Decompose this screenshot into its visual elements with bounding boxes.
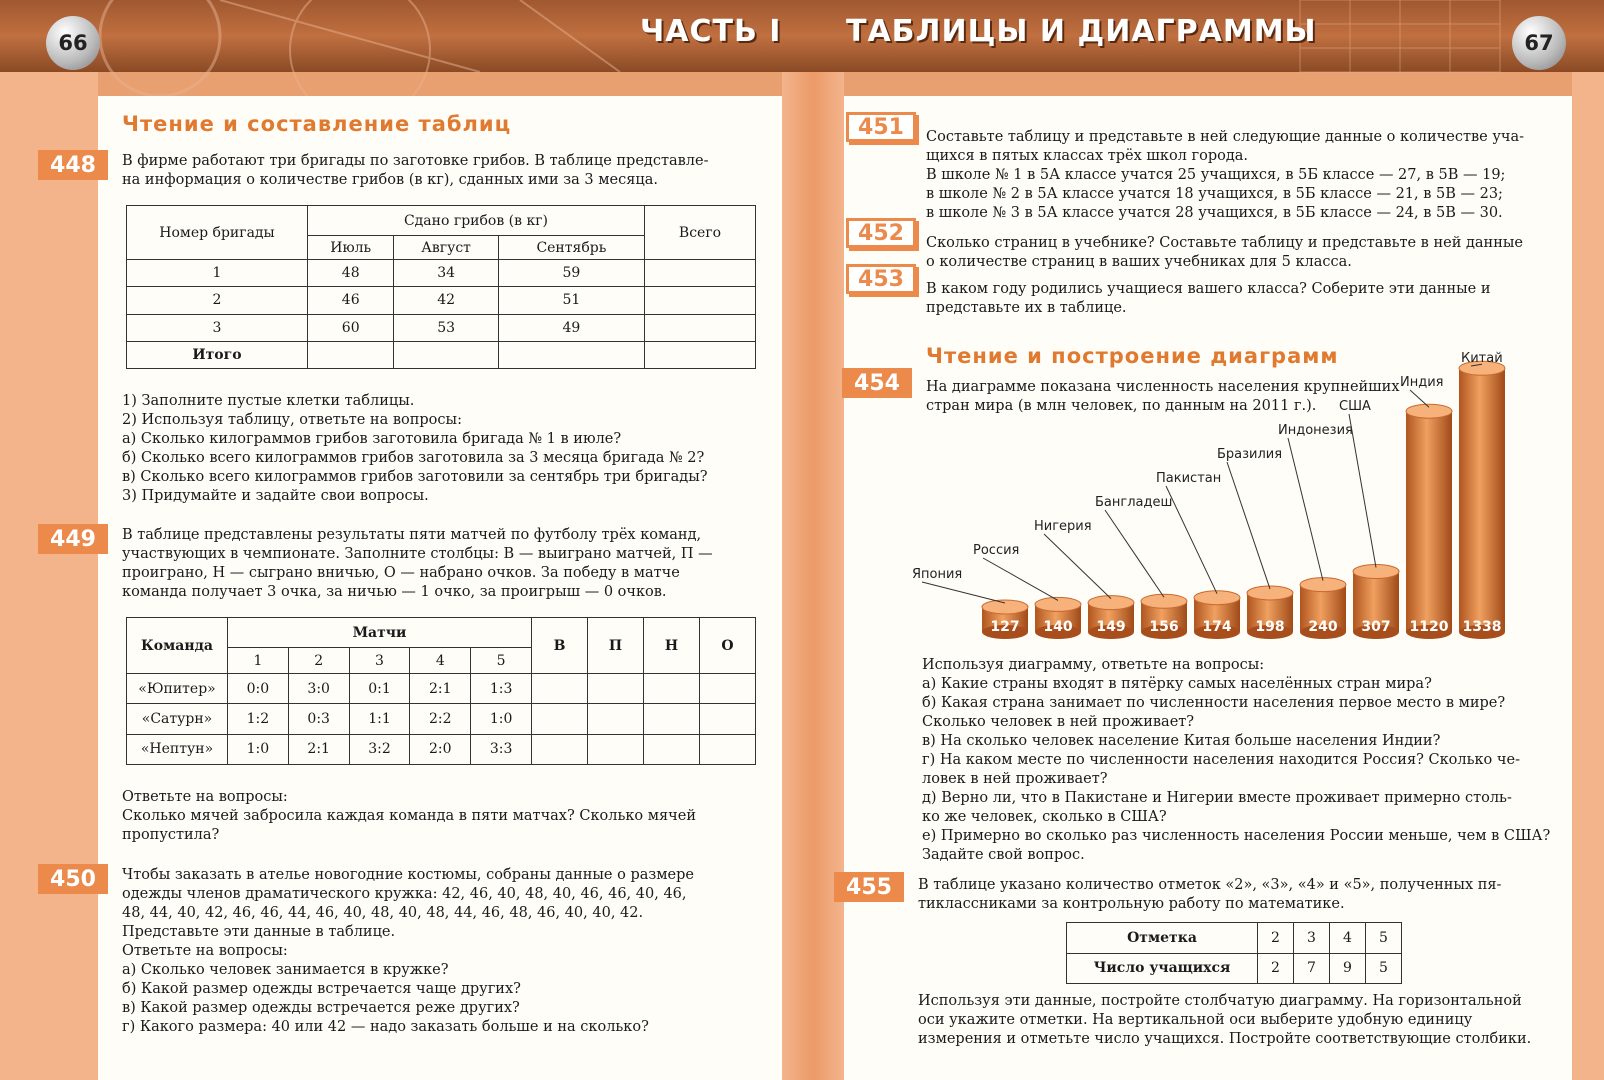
category-label: Нигерия [1034, 519, 1092, 534]
col-team-header: Команда [127, 618, 228, 674]
col-brigade-header: Номер бригады [127, 206, 308, 260]
exercise-448-questions: 1) Заполните пустые клетки таблицы. 2) Используя таблицу, ответьте на вопросы: а) Сколько килограммов грибов заготовила бригада № 1 в июле? б) Сколько всего килограммов грибов заготовила за 3 месяца бригада № 2? в) Сколько всего килограммов грибов заготовили за сентябрь три бригады? 3) Придумайте и задайте свои вопросы. [122, 393, 708, 504]
diagrams-heading: Чтение и построение диаграмм [926, 344, 1339, 368]
bar-value-label: 174 [1202, 619, 1232, 635]
category-label: Китай [1461, 351, 1503, 366]
exercise-454-number: 454 [842, 368, 912, 398]
math-tools-decoration [100, 0, 660, 72]
exercise-448-text: В фирме работают три бригады по заготовке грибов. В таблице представле- на информация о количестве грибов (в кг), сданных ими за 3 месяца. [122, 153, 709, 188]
table-row: «Юпитер» 0:0 3:0 0:1 2:1 1:3 [127, 674, 756, 704]
header-banner [0, 0, 1604, 72]
category-label: Япония [912, 567, 963, 582]
category-label: Пакистан [1156, 471, 1222, 486]
category-label: Индонезия [1278, 423, 1353, 438]
exercise-451-number: 451 [846, 112, 916, 142]
empty-cell[interactable] [645, 260, 756, 287]
total-row: Итого [127, 341, 756, 368]
tables-heading: Чтение и составление таблиц [122, 112, 512, 136]
section-title: ТАБЛИЦЫ И ДИАГРАММЫ [846, 14, 1317, 49]
category-label: Бразилия [1217, 447, 1283, 462]
col-group-header: Сдано грибов (в кг) [308, 206, 645, 236]
exercise-452-number: 452 [846, 218, 916, 248]
grid-decoration [1300, 0, 1500, 72]
leader-line [1227, 462, 1270, 589]
table-row: «Нептун» 1:0 2:1 3:2 2:0 3:3 [127, 734, 756, 764]
exercise-449-questions: Ответьте на вопросы: Сколько мячей забросила каждая команда в пяти матчах? Сколько мячей пропустила? [122, 789, 697, 843]
exercise-448-number: 448 [38, 150, 108, 180]
left-margin [0, 72, 98, 1080]
leader-line [1105, 510, 1164, 597]
exercise-452-text: Сколько страниц в учебнике? Составьте таблицу и представьте в ней данные о количестве страниц в ваших учебниках для 5 класса. [926, 235, 1523, 270]
table-row: 3 60 53 49 [127, 314, 756, 341]
bar-value-label: 156 [1149, 619, 1179, 635]
leader-line [1349, 414, 1376, 567]
exercise-454-questions: Используя диаграмму, ответьте на вопросы: а) Какие страны входят в пятёрку самых населённых стран мира? б) Какая страна занимает по численности населения первое место в мире? Сколько человек в ней проживает? в) На сколько человек население Китая больше населения Индии? г) На каком месте по численности населения находится Россия? Сколько че- ловек в ней проживает? д) Верно ли, что в Пакистане и Нигерии вместе проживает примерно столь- ко же человек, сколько в США? е) Примерно во сколько раз численность населения России меньше, чем в США? Задайте свой вопрос. [922, 657, 1551, 863]
exercise-455-text: В таблице указано количество отметок «2», «3», «4» и «5», полученных пя- тиклассниками за контрольную работу по математике. [918, 877, 1502, 912]
leader-line [983, 558, 1058, 600]
table-row: 2 46 42 51 [127, 287, 756, 314]
bar-value-label: 149 [1096, 619, 1126, 635]
month-header: Июль [308, 236, 394, 260]
exercise-449-number: 449 [38, 524, 108, 554]
bar-value-label: 140 [1043, 619, 1073, 635]
empty-cell[interactable] [645, 314, 756, 341]
bar-Китай [1459, 368, 1505, 632]
category-label: Россия [973, 543, 1020, 558]
bar-top [1035, 597, 1081, 611]
category-label: США [1339, 399, 1371, 414]
matches-group-header: Матчи [228, 618, 532, 648]
col-total-header: Всего [645, 206, 756, 260]
bar-top [1088, 596, 1134, 610]
exercise-455-after: Используя эти данные, постройте столбчатую диаграмму. На горизонтальной оси укажите отметки. На вертикальной оси выберите удобную единицу измерения и отметьте число учащихся. Постройте соответствующие столбики. [918, 993, 1532, 1047]
leader-line [1288, 438, 1323, 581]
right-page-number: 67 [1512, 16, 1566, 70]
mushroom-table [126, 205, 756, 369]
left-page-number: 66 [46, 16, 100, 70]
bar-value-label: 307 [1361, 619, 1391, 635]
category-label: Бангладеш [1095, 495, 1173, 510]
bar-value-label: 240 [1308, 619, 1338, 635]
exercise-455-number: 455 [834, 872, 904, 902]
exercise-451-text: Составьте таблицу и представьте в ней следующие данные о количестве уча- щихся в пятых классах трёх школ города. В школе № 1 в 5А классе учатся 25 учащихся, в 5Б классе — 27, в 5В — 19; в школе № 2 в 5А классе учатся 18 учащихся, в 5Б классе — 21, в 5В — 23; в школе № 3 в 5А классе учатся 28 учащихся, в 5Б классе — 24, в 5В — 30. [926, 129, 1524, 221]
population-chart [912, 350, 1570, 650]
exercise-454-text: На диаграмме показана численность населения крупнейших стран мира (в млн человек, по данным на 2011 г.). [926, 379, 1400, 414]
table-row: «Сатурн» 1:2 0:3 1:1 2:2 1:0 [127, 704, 756, 734]
right-margin [1572, 72, 1604, 1080]
bar-value-label: 127 [990, 619, 1020, 635]
exercise-450-number: 450 [38, 864, 108, 894]
bar-top [982, 600, 1028, 614]
bar-value-label: 1338 [1462, 619, 1502, 635]
leader-line [922, 582, 1005, 603]
category-label: Индия [1400, 375, 1444, 390]
bar-Индия [1406, 411, 1452, 632]
bar-top [1141, 594, 1187, 608]
empty-cell[interactable] [645, 287, 756, 314]
football-table: Команда Матчи В П Н О 1 2 3 4 5 «Юпитер» 0:0 3:0 0:1 2:1 1:3 «Сатурн» 1:2 0:3 1:1 2:2 1:0 «Нептун» 1:0 2:1 3:2 2:0 3:3 [126, 617, 756, 765]
month-header: Август [394, 236, 498, 260]
exercise-449-text: В таблице представлены результаты пяти матчей по футболу трёх команд, участвующих в чемпионате. Заполните столбцы: В — выиграно матчей, П — проиграно, Н — сыграно вничью, О — набрано очков. За победу в матче команда получает 3 очка, за ничью — 1 очко, за проигрыш — 0 очков. [122, 527, 713, 600]
leader-line [1166, 486, 1217, 594]
bar-value-label: 1120 [1409, 619, 1449, 635]
exercise-450-text: Чтобы заказать в ателье новогодние костюмы, собраны данные о размере одежды членов драматического кружка: 42, 46, 40, 48, 40, 46, 46, 40, 46, 48, 44, 40, 42, 46, 46, 44, 46, 40, 48, 40, 48, 44, 46, 48, 46, 40, 40, 42. Представьте эти данные в таблице. Ответьте на вопросы: а) Сколько человек занимается в кружке? б) Какой размер одежды встречается чаще других? в) Какой размер одежды встречается реже других? г) Какого размера: 40 или 42 — надо заказать больше и на сколько? [122, 867, 694, 1035]
leader-line [1044, 534, 1111, 599]
grades-table: Отметка 2 3 4 5 Число учащихся 2 7 9 5 [1066, 922, 1402, 984]
spine [782, 72, 844, 1080]
table-row: 1 48 34 59 [127, 260, 756, 287]
month-header: Сентябрь [498, 236, 644, 260]
bar-value-label: 198 [1255, 619, 1285, 635]
exercise-453-number: 453 [846, 264, 916, 294]
bar-top [1406, 404, 1452, 418]
exercise-453-text: В каком году родились учащиеся вашего класса? Соберите эти данные и представьте их в таблице. [926, 281, 1491, 316]
part-title: ЧАСТЬ I [640, 14, 782, 49]
